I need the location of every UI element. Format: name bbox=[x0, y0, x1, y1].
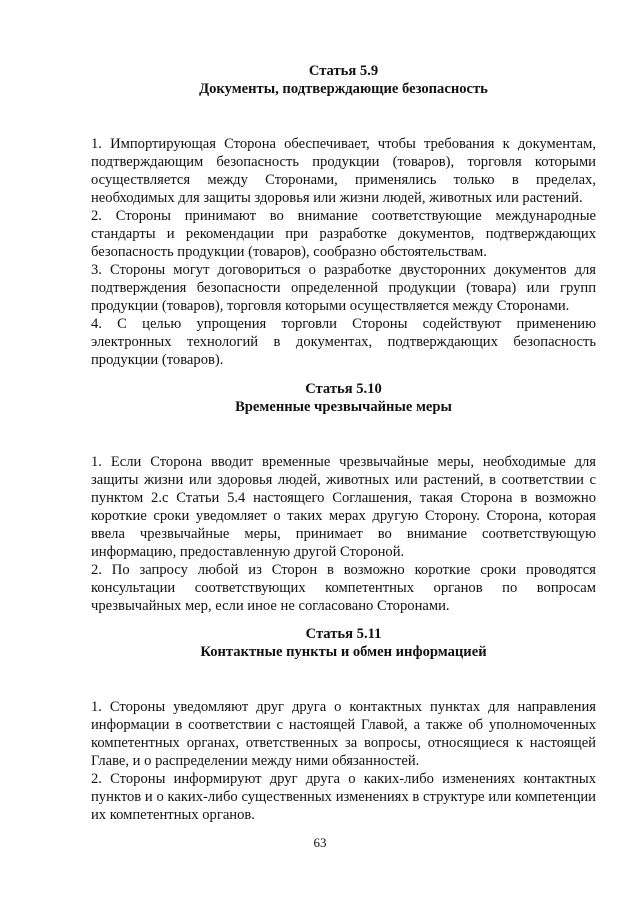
article-number: Статья 5.9 bbox=[308, 63, 379, 79]
article-5-9 bbox=[91, 62, 596, 369]
paragraph: 1. Если Сторона вводит временные чрезвычайные меры, необходимые для защиты жизни или здоровья людей, животных или растений, в соответствии с пунктом 2.c Статьи 5.4 настоящего Соглашения, такая Сторона в возможно короткие сроки уведомляет о таких мерах другую Сторону. Сторона, которая ввела чрезвычайные меры, принимает во внимание соответствующую информацию, предоставленную другой Стороной. bbox=[91, 454, 596, 560]
paragraph: 2. Стороны принимают во внимание соответствующие международные стандарты и рекомендации при разработке документов, подтверждающих безопасность продукции (товаров), сообразно обстоятельствам. bbox=[91, 208, 596, 260]
paragraph: 2. По запросу любой из Сторон в возможно короткие сроки проводятся консультации соответствующих компетентных органов по вопросам чрезвычайных мер, если иное не согласовано Сторонами. bbox=[91, 562, 596, 614]
article-5-11 bbox=[91, 625, 596, 824]
page-number: 63 bbox=[313, 835, 327, 850]
article-number: Статья 5.11 bbox=[305, 626, 382, 642]
paragraph: 1. Стороны уведомляют друг друга о контактных пунктах для направления информации в соответствии с настоящей Главой, а также об уполномоченных компетентных органах, ответственных за вопросы, относящиеся к настоящей Главе, и о распределении между ними обязанностей. bbox=[91, 699, 596, 769]
article-title: Контактные пункты и обмен информацией bbox=[200, 644, 487, 660]
paragraph: 1. Импортирующая Сторона обеспечивает, чтобы требования к документам, подтверждающим безопасность продукции (товаров), торговля которыми осуществляется между Сторонами, применялись только в пределах, необходимых для защиты здоровья или жизни людей, животных или растений. bbox=[91, 136, 596, 206]
document-page bbox=[91, 62, 596, 824]
article-title: Временные чрезвычайные меры bbox=[235, 399, 452, 415]
paragraph: 2. Стороны информируют друг друга о каких-либо изменениях контактных пунктов и о каких-либо существенных изменениях в структуре или компетенции их компетентных органов. bbox=[91, 771, 596, 823]
article-body bbox=[91, 135, 596, 369]
article-5-10 bbox=[91, 380, 596, 615]
article-number: Статья 5.10 bbox=[305, 381, 382, 397]
paragraph: 3. Стороны могут договориться о разработке двусторонних документов для подтверждения безопасности определенной продукции (товара) или групп продукции (товаров), торговля которыми осуществляется между Сторонами. bbox=[91, 262, 596, 314]
paragraph: 4. С целью упрощения торговли Стороны содействуют применению электронных технологий в документах, подтверждающих безопасность продукции (товаров). bbox=[91, 316, 596, 368]
article-body bbox=[91, 453, 596, 615]
article-body bbox=[91, 698, 596, 824]
article-title: Документы, подтверждающие безопасность bbox=[199, 81, 488, 97]
